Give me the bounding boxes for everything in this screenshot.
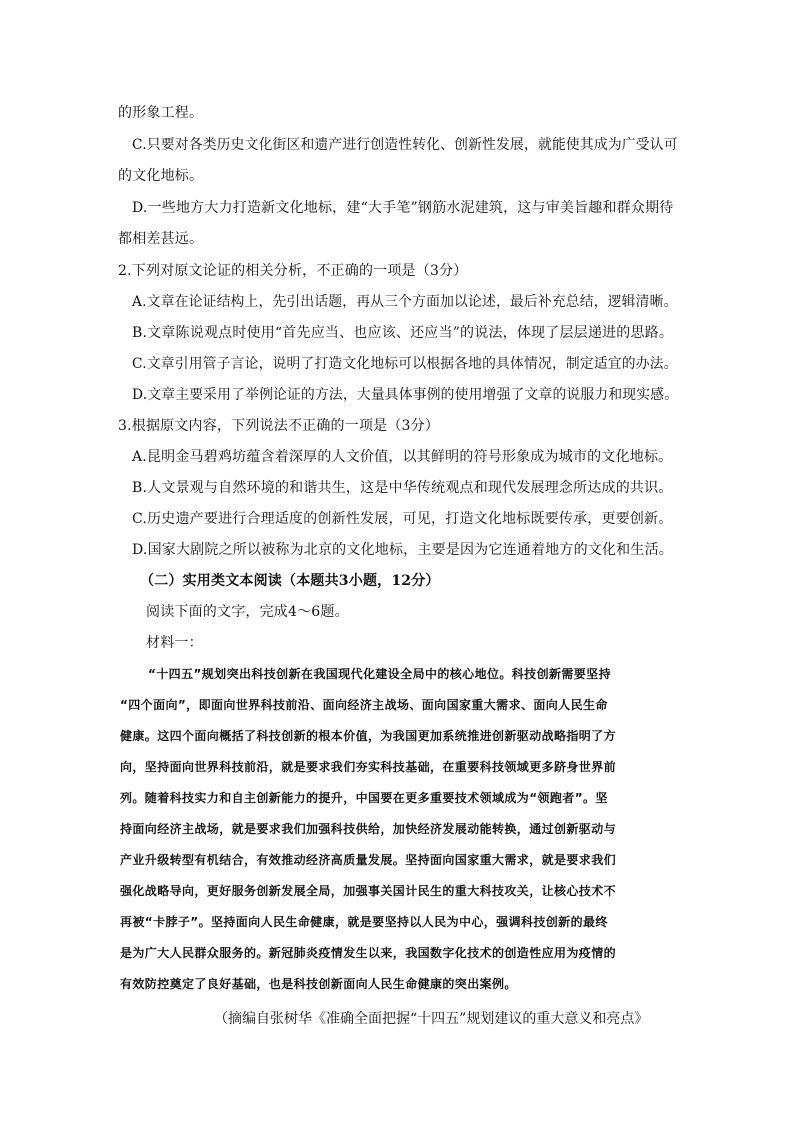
q3-option-c: C.历史遗产要进行合理适度的创新性发展，可见，打造文化地标既要传承，更要创新。 — [132, 511, 673, 527]
material-line: 向，坚持面向世界科技前沿，就是要求我们夯实科技基础，在重要科技领域更多跻身世界前 — [120, 760, 617, 774]
text-line: 都相差甚远。 — [118, 231, 204, 247]
option-c-line: C.只要对各类历史文化街区和遗产进行创造性转化、创新性发展，就能使其成为广受认可 — [132, 137, 678, 153]
material-line: 强化战略导向，更好服务创新发展全局，加强事关国计民生的重大科技攻关，让核心技术不 — [120, 884, 617, 898]
material-label: 材料一： — [146, 635, 203, 651]
material-line: 列。随着科技实力和自主创新能力的提升，中国要在更多重要技术领域成为“领跑者”。坚 — [120, 791, 608, 805]
question-3: 3.根据原文内容，下列说法不正确的一项是（3分） — [118, 418, 440, 434]
text-line: 的形象工程。 — [118, 105, 204, 121]
material-line: 持面向经济主战场，就是要求我们加强科技供给，加快经济发展动能转换，通过创新驱动与 — [120, 822, 617, 836]
source-citation: （摘编自张树华《准确全面把握“十四五”规划建议的重大意义和亮点》 — [214, 1011, 649, 1027]
q2-option-a: A.文章在论证结构上，先引出话题，再从三个方面加以论述，最后补充总结，逻辑清晰。 — [132, 294, 678, 310]
material-line: “四个面向”，即面向世界科技前沿、面向经济主战场、面向国家重大需求、面向人民生命 — [120, 698, 608, 712]
material-line: 是为广大人民群众服务的。新冠肺炎疫情发生以来，我国数字化技术的创造性应用为疫情的 — [120, 946, 617, 960]
section-heading: （二）实用类文本阅读（本题共3小题，12分） — [140, 573, 440, 589]
material-line: 产业升级转型有机结合，有效推动经济高质量发展。坚持面向国家重大需求，就是要求我们 — [120, 853, 617, 867]
material-line: “十四五”规划突出科技创新在我国现代化建设全局中的核心地位。科技创新需要坚持 — [148, 667, 611, 681]
question-2: 2.下列对原文论证的相关分析，不正确的一项是（3分） — [118, 263, 468, 279]
text-line: 的文化地标。 — [118, 168, 204, 184]
q2-option-d: D.文章主要采用了举例论证的方法，大量具体事例的使用增强了文章的说服力和现实感。 — [132, 387, 679, 403]
material-line: 有效防控奠定了良好基础，也是科技创新面向人民生命健康的突出案例。 — [120, 977, 517, 991]
q3-option-a: A.昆明金马碧鸡坊蕴含着深厚的人文价值，以其鲜明的符号形象成为城市的文化地标。 — [132, 449, 673, 465]
q3-option-d: D.国家大剧院之所以被称为北京的文化地标，主要是因为它连通着地方的文化和生活。 — [132, 542, 673, 558]
q3-option-b: B.人文景观与自然环境的和谐共生，这是中华传统观点和现代发展理念所达成的共识。 — [132, 480, 673, 496]
instruction: 阅读下面的文字，完成4～6题。 — [146, 604, 349, 620]
q2-option-b: B.文章陈说观点时使用“首先应当、也应该、还应当”的说法，体现了层层递进的思路。 — [132, 325, 674, 341]
option-d-line: D.一些地方大力打造新文化地标，建“大手笔”钢筋水泥建筑，这与审美旨趣和群众期待 — [132, 200, 674, 216]
material-line: 再被“卡脖子”。坚持面向人民生命健康，就是要坚持以人民为中心，强调科技创新的最终 — [120, 915, 608, 929]
q2-option-c: C.文章引用管子言论，说明了打造文化地标可以根据各地的具体情况，制定适宜的办法。 — [132, 356, 678, 372]
material-line: 健康。这四个面向概括了科技创新的根本价值，为我国更加系统推进创新驱动战略指明了方 — [120, 729, 617, 743]
